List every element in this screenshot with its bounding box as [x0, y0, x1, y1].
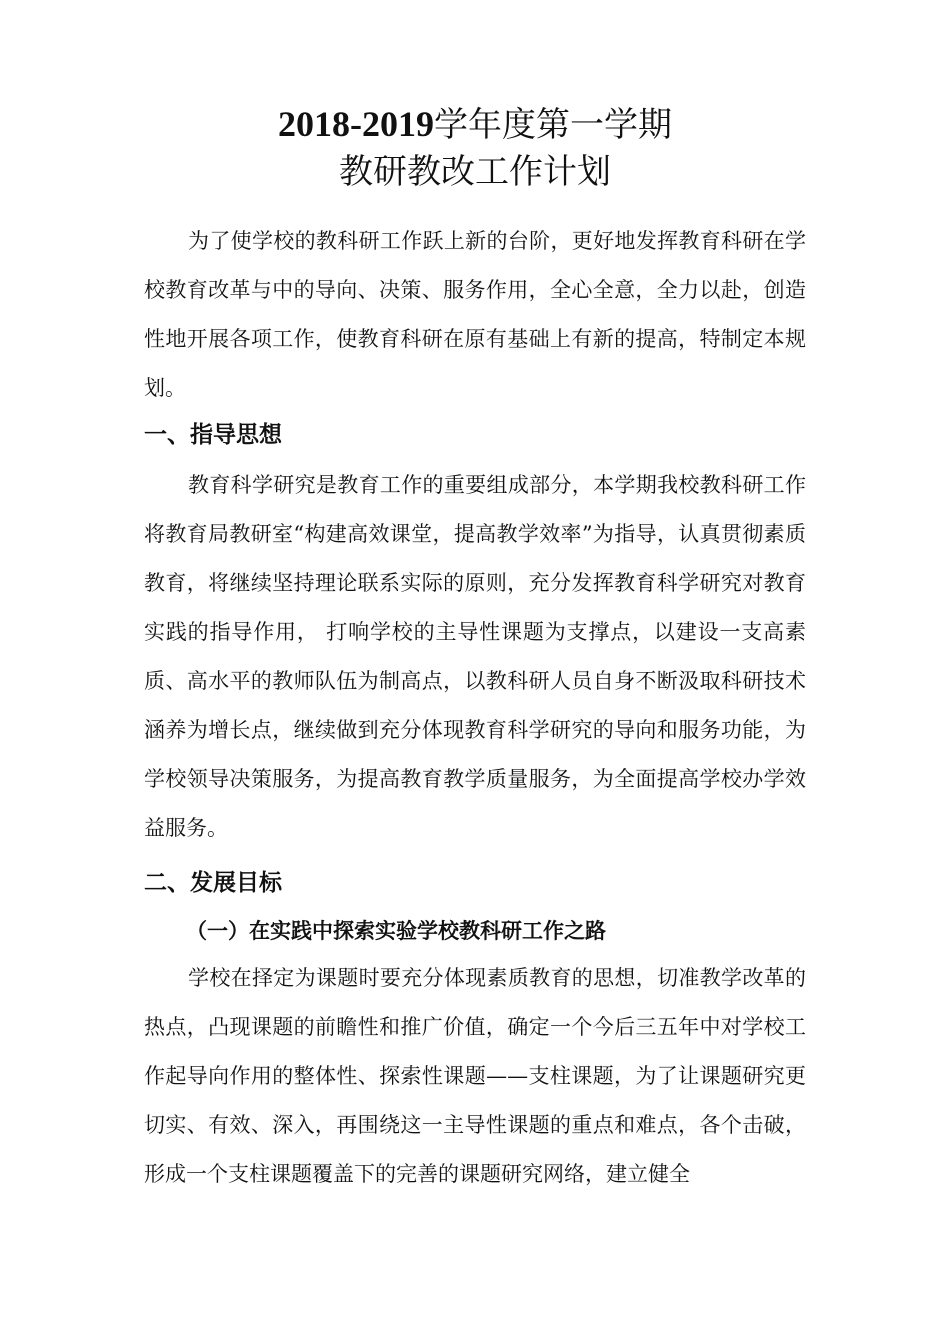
development-goals-paragraph: 学校在择定为课题时要充分体现素质教育的思想，切准教学改革的热点，凸现课题的前瞻性和推广价值，确定一个今后三五年中对学校工作起导向作用的整体性、探索性课题——支柱课题，为了让课题研究更切实、有效、深入，再围绕这一主导性课题的重点和难点，各个击破，形成一个支柱课题覆盖下的完善的课题研究网络，建立健全: [144, 966, 806, 1186]
document-title-line2: 教研教改工作计划: [339, 152, 611, 192]
guiding-ideology-paragraph: 教育科学研究是教育工作的重要组成部分，本学期我校教科研工作将教育局教研室“构建高效课堂，提高教学效率”为指导，认真贯彻素质教育，将继续坚持理论联系实际的原则，充分发挥教育科学研究对教育实践的指导作用， 打响学校的主导性课题为支撑点，以建设一支高素质、高水平的教师队伍为制高点，以教科研人员自身不断汲取科研技术涵养为增长点，继续做到充分体现教育科学研究的导向和服务功能，为学校领导决策服务，为提高教育教学质量服务，为全面提高学校办学效益服务。: [144, 473, 806, 840]
section-heading-guiding-ideology: 一、指导思想: [144, 421, 282, 448]
section-heading-development-goals: 二、发展目标: [144, 869, 282, 896]
subsection-heading-1: （一）在实践中探索实验学校教科研工作之路: [186, 918, 606, 943]
title-year-range: 2018-2019: [278, 104, 434, 144]
intro-paragraph: 为了使学校的教科研工作跃上新的台阶，更好地发挥教育科研在学校教育改革与中的导向、决策、服务作用，全心全意，全力以赴，创造性地开展各项工作，使教育科研在原有基础上有新的提高，特制定本规划。: [144, 229, 806, 400]
title-term: 学年度第一学期: [434, 105, 672, 145]
document-title-line1: [0, 104, 950, 145]
